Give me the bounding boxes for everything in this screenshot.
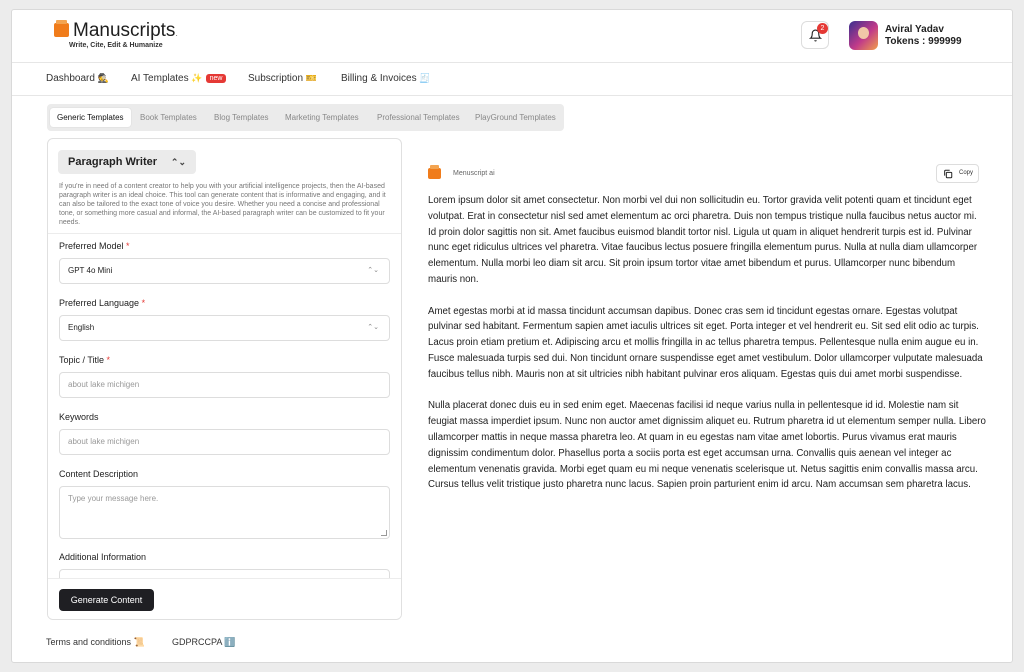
tool-select[interactable]	[58, 150, 196, 174]
copy-icon	[943, 169, 953, 179]
template-tabs	[47, 104, 564, 131]
model-select[interactable]	[59, 258, 390, 284]
tab-marketing-templates[interactable]: Marketing Templates	[285, 113, 359, 122]
required-mark: *	[126, 241, 130, 251]
tool-description: If you're in need of a content creator to help you with your artificial intelligence projects, then the AI-based paragraph writer is an ideal choice. This tool can generate content that is informative and engaging, and it can also be tailored to the exact tone of voice you desire. Whether you need a concise and professional tone, or something more casual and informal, the AI-based paragraph writer can be customized to fit your needs.	[59, 183, 386, 226]
gdpr-link[interactable]	[172, 637, 236, 648]
output-paragraph: Lorem ipsum dolor sit amet consectetur. Non morbi vel dui non sollicitudin eu. Tortor gravida velit potenti quam et tincidunt eget volutpat. Erat in consectetur nisl sed amet elementum ac orci pharetra. Duis non tempus tristique nulla faucibus netus auctor mi. Id proin dolor sagittis non sit. Amet faucibus euismod blandit tortor nisl. Ligula ut quam in aliquet hendrerit turpis est id. Pulvinar nunc eget ridiculus ultrices vel pharetra. Vitae faucibus lectus posuere fringilla elementum purus. Nulla at nulla diam ullamcorper elementum. Nulla morbi leo diam sit arcu. Sit proin ipsum tortor vitae amet bibendum et purus. Ullamcorper nunc bibendum mauris non.	[428, 195, 978, 285]
app-window	[11, 9, 1013, 663]
nav-ai-templates[interactable]	[131, 73, 226, 84]
chevron-updown-icon: ⌃⌄	[170, 157, 186, 167]
content-description-textarea[interactable]	[59, 486, 390, 539]
additional-info-label: Additional Information	[59, 552, 147, 562]
notifications-button[interactable]	[801, 21, 829, 49]
topic-input[interactable]: about lake michigen	[59, 372, 390, 398]
sparkles-icon: ✨	[191, 73, 203, 83]
chevron-updown-icon: ⌃⌄	[367, 267, 379, 274]
output-paragraph: Fusce malesuada turpis sed dui. Non tincidunt ornare suspendisse eget amet vestibulum. Dolor ullamcorper vulputate malesuada faucibus tellus nibh. Mauris non at sit ultricies nibh habitant pulvinar eros aliquam. Egestas quis dui amet morbi suspendisse.	[428, 352, 983, 380]
info-icon: ℹ️	[224, 637, 236, 647]
copy-button[interactable]	[936, 164, 979, 183]
avatar[interactable]	[849, 21, 878, 50]
tab-generic-templates[interactable]: Generic Templates	[50, 108, 131, 127]
output-paragraph: Amet egestas morbi at id massa tincidunt accumsan dapibus. Donec cras sem id tincidunt egestas ornare. Egestas volutpat pulvinar sed habitant. Fermentum sapien amet iaculis ultrices sit eget. Porta integer et vel hendrerit eu. Sit sed elit odio ac turpis. Lacus proin etiam pretium et. Adipiscing arcu et mollis fringilla in ac tellus pharetra tempus. Pellentesque nulla enim augue eu in.	[428, 305, 979, 349]
top-header	[12, 10, 1012, 63]
ticket-icon: 🎫	[305, 73, 318, 83]
main-nav	[12, 64, 1012, 96]
tab-blog-templates[interactable]: Blog Templates	[214, 113, 269, 122]
required-mark: *	[141, 298, 146, 308]
model-label: Preferred Model *	[59, 241, 130, 251]
user-name: Aviral Yadav	[885, 24, 944, 35]
copy-button-label: Copy	[959, 170, 974, 176]
nav-ai-templates-label: AI Templates	[131, 73, 189, 84]
keywords-input[interactable]: about lake michigen	[59, 429, 390, 455]
logo-tagline: Write, Cite, Edit & Humanize	[69, 42, 163, 49]
nav-subscription-label: Subscription	[248, 73, 304, 84]
tab-professional-templates[interactable]: Professional Templates	[377, 113, 460, 122]
tab-playground-templates[interactable]: PlayGround Templates	[475, 113, 556, 122]
generate-content-button[interactable]: Generate Content	[59, 589, 154, 611]
content-description-placeholder: Type your message here.	[68, 494, 159, 503]
divider	[48, 233, 401, 234]
new-badge: new	[206, 74, 227, 83]
model-select-value: GPT 4o Mini	[68, 266, 113, 275]
content-description-label: Content Description	[59, 469, 139, 479]
required-mark: *	[106, 355, 111, 365]
nav-billing-label: Billing & Invoices	[341, 73, 417, 84]
nav-dashboard[interactable]	[46, 73, 109, 84]
token-balance: Tokens : 999999	[885, 36, 962, 47]
form-footer	[48, 578, 401, 620]
logo-mark: .	[175, 28, 178, 38]
generated-output	[428, 193, 986, 509]
receipt-icon: 🧾	[419, 73, 431, 83]
keywords-label: Keywords	[59, 412, 99, 422]
manuscript-ai-icon	[428, 168, 441, 179]
detective-icon: 🕵	[97, 73, 109, 83]
language-select-value: English	[68, 323, 95, 332]
tool-select-value: Paragraph Writer	[68, 156, 158, 168]
nav-billing[interactable]	[341, 73, 431, 84]
terms-link-label: Terms and conditions	[46, 637, 132, 647]
nav-dashboard-label: Dashboard	[46, 73, 95, 84]
form-panel	[47, 138, 402, 620]
gdpr-link-label: GDPRCCPA	[172, 637, 222, 647]
nav-subscription[interactable]	[248, 73, 317, 84]
notification-badge: 2	[817, 23, 828, 34]
terms-link[interactable]	[46, 637, 145, 648]
scroll-icon: 📜	[133, 637, 145, 647]
tab-book-templates[interactable]: Book Templates	[140, 113, 197, 122]
resize-handle-icon[interactable]	[381, 530, 387, 536]
topic-label: Topic / Title *	[59, 355, 111, 365]
language-label: Preferred Language *	[59, 298, 146, 308]
manuscripts-logo-icon	[54, 23, 69, 37]
output-source: Menuscript ai	[453, 170, 495, 177]
chevron-updown-icon: ⌃⌄	[367, 324, 379, 331]
page-footer	[12, 620, 1012, 663]
output-paragraph: Nulla placerat donec duis eu in sed enim eget. Maecenas facilisi id neque varius nulla in pellentesque id id. Molestie nam sit feugiat massa imperdiet ipsum. Nunc non auctor amet dignissim aliquet eu. Rutrum pharetra id ut elementum semper nulla. Libero ullamcorper mattis in neque massa pharetra leo. At quam in eu egestas nam vitae amet lobortis. Purus vivamus erat mauris dignissim condimentum dolor. Phasellus porta a sociis porta est eget accumsan urna. Convallis quis aenean vel integer ac elementum venenatis gravida. Morbi eget quam eu mi neque venenatis scelerisque ut. Netus sagittis enim convallis massa arcu. Cursus tellus velit tristique justo pharetra nunc lacus. Sapien proin parturient enim id arcu. Nam accumsan sem pharetra lacus.	[428, 400, 986, 491]
language-select[interactable]	[59, 315, 390, 341]
logo-name: Manuscripts	[73, 20, 176, 41]
